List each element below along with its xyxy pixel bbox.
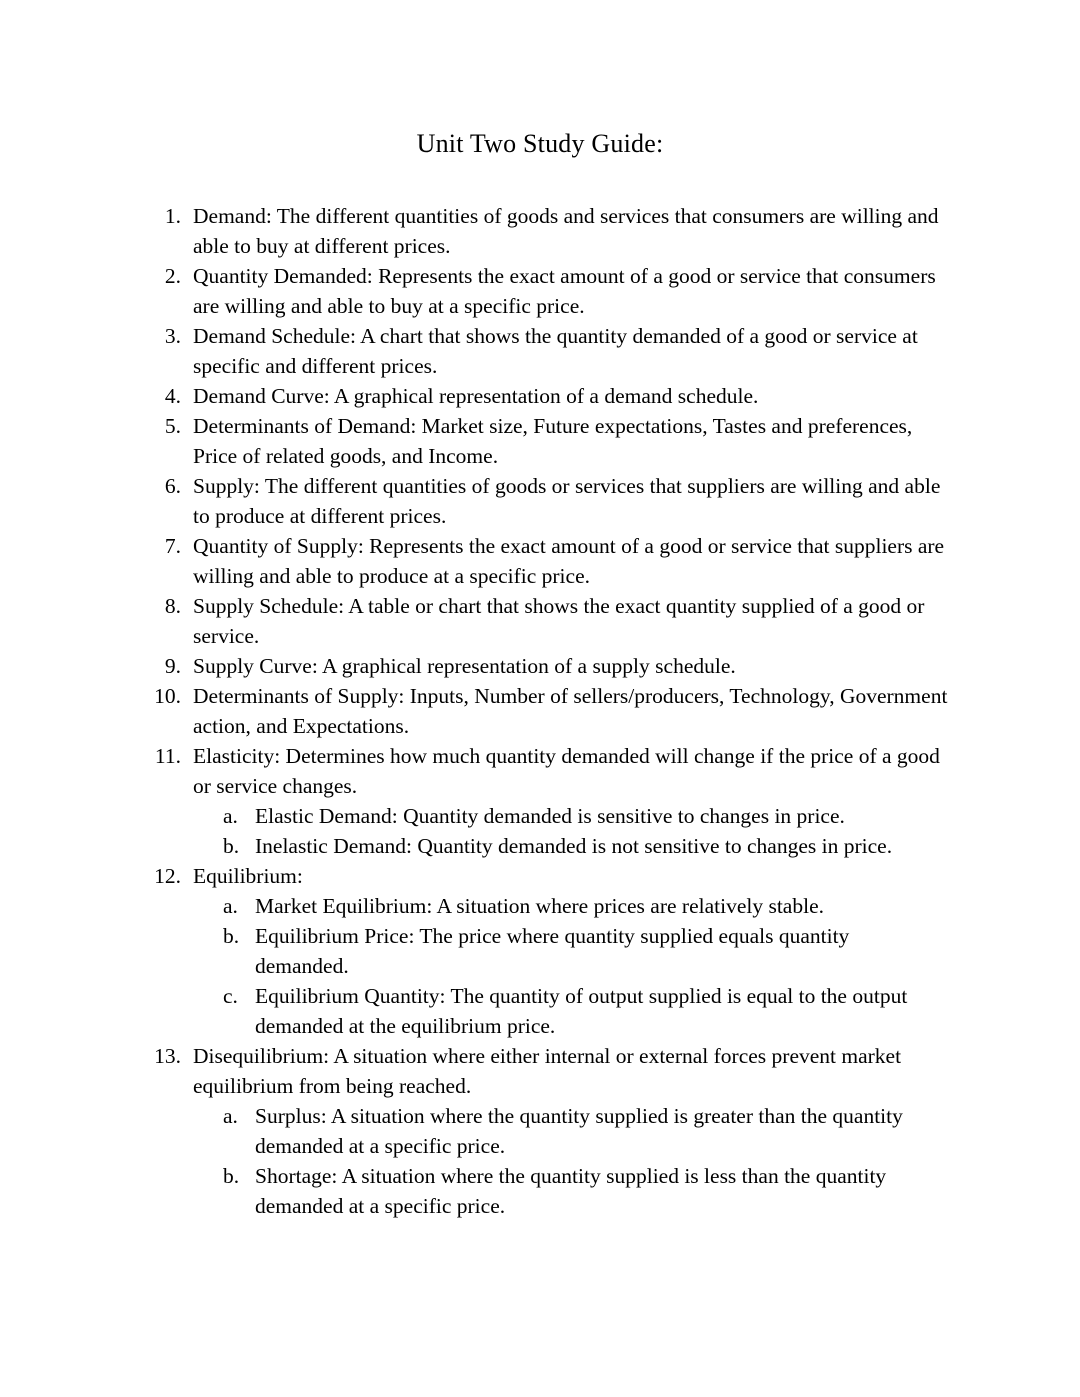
list-item	[0, 531, 1080, 591]
list-item	[0, 651, 1080, 681]
list-item-text: Supply: The different quantities of goods or services that suppliers are willing and able to produce at different prices.	[193, 474, 941, 529]
sub-list	[193, 1101, 1080, 1221]
sub-list-item-text: Inelastic Demand: Quantity demanded is not sensitive to changes in price.	[255, 834, 893, 859]
sub-list-item	[193, 831, 1080, 861]
list-item-marker: 1.	[164, 204, 181, 229]
list-item-text: Elasticity: Determines how much quantity demanded will change if the price of a good or service changes.	[193, 744, 940, 799]
sub-list-item	[193, 1161, 1080, 1221]
list-item-text: Equilibrium:	[193, 864, 303, 889]
study-guide-list	[0, 201, 1080, 1221]
list-item-marker: 13.	[154, 1044, 181, 1069]
sub-list	[193, 891, 1080, 1041]
list-item-marker: 6.	[164, 474, 181, 499]
sub-list-item-text: Market Equilibrium: A situation where prices are relatively stable.	[255, 894, 824, 919]
list-item-text: Supply Schedule: A table or chart that shows the exact quantity supplied of a good or service.	[193, 594, 925, 649]
list-item	[0, 591, 1080, 651]
list-item	[0, 261, 1080, 321]
list-item-text: Determinants of Supply: Inputs, Number of sellers/producers, Technology, Government action, and Expectations.	[193, 684, 948, 739]
sub-list-item-marker: a.	[223, 804, 238, 829]
sub-list-item-text: Surplus: A situation where the quantity supplied is greater than the quantity demanded at a specific price.	[255, 1104, 903, 1159]
sub-list-item	[193, 801, 1080, 831]
list-item-text: Quantity Demanded: Represents the exact amount of a good or service that consumers are willing and able to buy at a specific price.	[193, 264, 936, 319]
list-item-marker: 7.	[164, 534, 181, 559]
sub-list-item-text: Elastic Demand: Quantity demanded is sensitive to changes in price.	[255, 804, 845, 829]
sub-list-item-text: Shortage: A situation where the quantity supplied is less than the quantity demanded at a specific price.	[255, 1164, 887, 1219]
list-item-marker: 5.	[164, 414, 181, 439]
list-item-marker: 9.	[164, 654, 181, 679]
list-item-text: Supply Curve: A graphical representation of a supply schedule.	[193, 654, 736, 679]
list-item	[0, 411, 1080, 471]
sub-list-item-text: Equilibrium Price: The price where quantity supplied equals quantity demanded.	[255, 924, 850, 979]
list-item-text: Determinants of Demand: Market size, Future expectations, Tastes and preferences, Price of related goods, and Income.	[193, 414, 913, 469]
sub-list-item-marker: a.	[223, 1104, 238, 1129]
sub-list-item-text: Equilibrium Quantity: The quantity of output supplied is equal to the output demanded at the equilibrium price.	[255, 984, 908, 1039]
list-item-marker: 4.	[164, 384, 181, 409]
list-item-text: Demand Schedule: A chart that shows the quantity demanded of a good or service at specific and different prices.	[193, 324, 918, 379]
sub-list	[193, 801, 1080, 861]
list-item-marker: 10.	[154, 684, 181, 709]
list-item-marker: 12.	[154, 864, 181, 889]
list-item-marker: 2.	[164, 264, 181, 289]
list-item	[0, 681, 1080, 741]
list-item-text: Disequilibrium: A situation where either internal or external forces prevent market equilibrium from being reached.	[193, 1044, 902, 1099]
list-item	[0, 741, 1080, 861]
list-item-text: Demand: The different quantities of goods and services that consumers are willing and able to buy at different prices.	[193, 204, 939, 259]
list-item-marker: 3.	[164, 324, 181, 349]
sub-list-item-marker: c.	[223, 984, 238, 1009]
list-item-text: Quantity of Supply: Represents the exact amount of a good or service that suppliers are willing and able to produce at a specific price.	[193, 534, 945, 589]
list-item	[0, 201, 1080, 261]
page-title: Unit Two Study Guide:	[416, 129, 664, 158]
sub-list-item	[193, 921, 1080, 981]
list-item	[0, 381, 1080, 411]
list-item-marker: 8.	[164, 594, 181, 619]
sub-list-item	[193, 981, 1080, 1041]
list-item	[0, 471, 1080, 531]
list-item-marker: 11.	[154, 744, 181, 769]
list-item	[0, 321, 1080, 381]
sub-list-item-marker: b.	[223, 1164, 240, 1189]
sub-list-item-marker: b.	[223, 924, 240, 949]
sub-list-item-marker: b.	[223, 834, 240, 859]
sub-list-item	[193, 891, 1080, 921]
list-item-text: Demand Curve: A graphical representation of a demand schedule.	[193, 384, 759, 409]
numbered-list	[0, 201, 1080, 1221]
sub-list-item-marker: a.	[223, 894, 238, 919]
list-item	[0, 1041, 1080, 1221]
list-item	[0, 861, 1080, 1041]
sub-list-item	[193, 1101, 1080, 1161]
